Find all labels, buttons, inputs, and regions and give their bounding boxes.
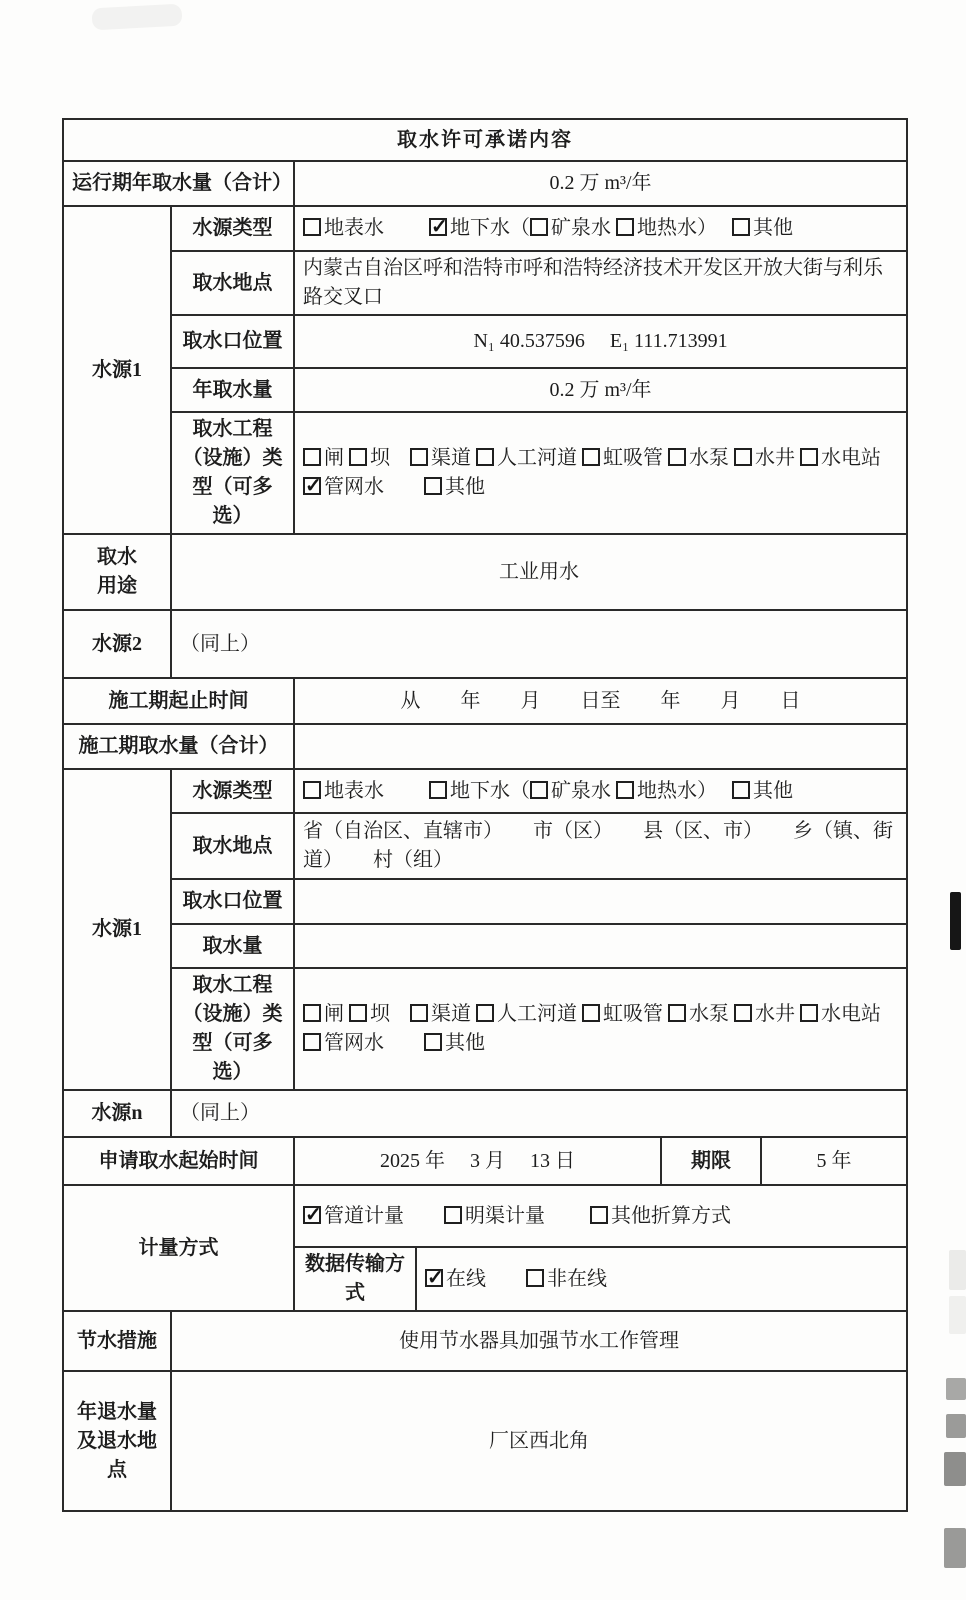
source2-label: 水源2 (63, 610, 171, 678)
checkbox-unchecked[interactable] (349, 447, 390, 469)
checkbox-unchecked[interactable] (668, 1003, 729, 1025)
source2-value: （同上） (171, 610, 907, 678)
source1b-location-value: 省（自治区、直辖市） 市（区） 县（区、市） 乡（镇、街道） 村（组） (294, 813, 907, 879)
checkbox-unchecked[interactable] (732, 780, 793, 802)
checkbox-icon (476, 448, 494, 466)
checkbox-icon (303, 448, 321, 466)
checkbox-label: 其他 (445, 1032, 485, 1054)
checkbox-unchecked[interactable] (734, 1003, 795, 1025)
table-row (63, 1185, 907, 1247)
checkbox-icon (734, 448, 752, 466)
checkbox-icon (476, 1004, 494, 1022)
source1-intake-pos-label: 取水口位置 (171, 315, 294, 368)
checkbox-label: 其他 (753, 779, 793, 802)
source1b-intake-pos-value (294, 879, 907, 924)
spacer (404, 1205, 444, 1227)
checkbox-label: 地热水） (637, 217, 707, 239)
checkbox-unchecked[interactable] (616, 780, 707, 802)
permit-commitment-table (62, 118, 908, 1512)
checkbox-unchecked[interactable] (476, 447, 577, 469)
checkbox-icon (800, 1004, 818, 1022)
checkbox-unchecked[interactable] (410, 447, 471, 469)
scan-edge-mark-artifact (949, 1250, 966, 1290)
table-row (63, 924, 907, 968)
checkbox-unchecked[interactable] (349, 1003, 390, 1025)
start-time-value: 2025 年 3 月 13 日 (294, 1137, 661, 1185)
table-row (63, 610, 907, 678)
checkbox-label: 地热水） (637, 779, 707, 802)
scan-edge-mark-artifact (944, 1528, 966, 1568)
checkbox-label: 水电站 (821, 1003, 881, 1025)
checkbox-icon (424, 477, 442, 495)
checkbox-label: 其他 (753, 217, 793, 239)
checkbox-label: 闸 (324, 447, 344, 469)
checkbox-label: 人工河道 (497, 447, 577, 469)
checkbox-label: 地表水 (324, 217, 384, 239)
checkbox-unchecked[interactable] (424, 1032, 485, 1054)
metering-label: 计量方式 (63, 1185, 294, 1311)
checkbox-unchecked[interactable] (590, 1205, 731, 1227)
checkbox-label: 地下水（ (450, 779, 530, 802)
checkbox-icon (444, 1206, 462, 1224)
term-value: 5 年 (761, 1137, 907, 1185)
checkbox-icon (424, 1033, 442, 1051)
checkbox-label: 虹吸管 (603, 1003, 663, 1025)
checkbox-label: 其他 (445, 476, 485, 498)
checkbox-unchecked[interactable] (424, 476, 485, 498)
table-row (63, 161, 907, 206)
checkbox-unchecked[interactable] (734, 447, 795, 469)
checkbox-unchecked[interactable] (526, 1268, 607, 1290)
checkbox-icon (734, 1004, 752, 1022)
checkbox-unchecked[interactable] (530, 780, 611, 802)
spacer (545, 1205, 590, 1227)
table-row (63, 813, 907, 879)
table-row (63, 678, 907, 724)
metering-options (294, 1185, 907, 1247)
source1b-location-label: 取水地点 (171, 813, 294, 879)
checkbox-checked[interactable] (303, 476, 384, 498)
construction-period-value: 从 年 月 日至 年 月 日 (294, 678, 907, 724)
checkbox-label: 闸 (324, 1003, 344, 1025)
checkbox-icon (349, 448, 367, 466)
checkbox-unchecked[interactable] (303, 217, 384, 239)
usage-value: 工业用水 (171, 534, 907, 610)
spacer (390, 1003, 410, 1025)
source1-annual-value: 0.2 万 m³/年 (294, 368, 907, 412)
checkbox-icon (582, 448, 600, 466)
checkbox-icon (668, 1004, 686, 1022)
checkbox-label: 水井 (755, 447, 795, 469)
checkbox-label: 水电站 (821, 447, 881, 469)
checkbox-unchecked[interactable] (530, 217, 611, 239)
source1b-project-options (294, 968, 907, 1090)
source1-type-label: 水源类型 (171, 206, 294, 251)
source1-project-options (294, 412, 907, 534)
scan-smudge-artifact (91, 4, 182, 31)
term-label: 期限 (661, 1137, 761, 1185)
drainage-value: 厂区西北角 (171, 1371, 907, 1511)
construction-total-label: 施工期取水量（合计） (63, 724, 294, 769)
sourcen-label: 水源n (63, 1090, 171, 1137)
checkbox-unchecked[interactable] (303, 1003, 344, 1025)
spacer (384, 476, 424, 498)
annual-total-label: 运行期年取水量（合计） (63, 161, 294, 206)
water-saving-label: 节水措施 (63, 1311, 171, 1371)
scan-edge-mark-artifact (950, 892, 961, 950)
checkbox-label: 管道计量 (324, 1204, 404, 1227)
start-time-label: 申请取水起始时间 (63, 1137, 294, 1185)
source1b-label: 水源1 (63, 769, 171, 1090)
checkbox-unchecked[interactable] (444, 1205, 545, 1227)
form-title: 取水许可承诺内容 (63, 119, 907, 161)
source1b-amount-value (294, 924, 907, 968)
scan-edge-mark-artifact (944, 1452, 966, 1486)
checkbox-unchecked[interactable] (732, 217, 793, 239)
table-row (63, 724, 907, 769)
water-saving-value: 使用节水器具加强节水工作管理 (171, 1311, 907, 1371)
checkbox-label: 明渠计量 (465, 1204, 545, 1227)
spacer (390, 447, 410, 469)
checkbox-icon (732, 218, 750, 236)
spacer (384, 1032, 424, 1054)
table-row (63, 968, 907, 1090)
checkbox-icon (616, 218, 634, 236)
checkbox-icon (668, 448, 686, 466)
scan-edge-mark-artifact (946, 1414, 966, 1438)
table-row (63, 1137, 907, 1185)
checkbox-unchecked[interactable] (410, 1003, 471, 1025)
checkbox-label: 水泵 (689, 447, 729, 469)
checkbox-label: 管网水 (324, 1032, 384, 1054)
checkbox-unchecked[interactable] (800, 1003, 881, 1025)
checkbox-label: 水泵 (689, 1003, 729, 1025)
checkbox-icon (800, 448, 818, 466)
spacer (384, 780, 429, 802)
checkbox-checked[interactable] (303, 1205, 404, 1227)
checkbox-unchecked[interactable] (303, 780, 384, 802)
checkbox-icon (410, 1004, 428, 1022)
spacer (707, 217, 732, 239)
source1b-intake-pos-label: 取水口位置 (171, 879, 294, 924)
checkbox-icon (303, 781, 321, 799)
checkbox-unchecked[interactable] (668, 447, 729, 469)
table-row (63, 412, 907, 534)
checkbox-checked[interactable] (425, 1268, 486, 1290)
table-row (63, 368, 907, 412)
checkbox-label: 虹吸管 (603, 447, 663, 469)
checkbox-label: 坝 (370, 1003, 390, 1025)
checkbox-icon (303, 1033, 321, 1051)
checkbox-icon (582, 1004, 600, 1022)
checkbox-icon (410, 448, 428, 466)
checkbox-icon (349, 1004, 367, 1022)
checkbox-unchecked[interactable] (800, 447, 881, 469)
table-row (63, 1311, 907, 1371)
construction-period-label: 施工期起止时间 (63, 678, 294, 724)
checkbox-label: 矿泉水 (551, 217, 611, 239)
drainage-label: 年退水量及退水地点 (63, 1371, 171, 1511)
checkbox-icon (732, 781, 750, 799)
source1-location-value: 内蒙古自治区呼和浩特市呼和浩特经济技术开发区开放大街与利乐路交叉口 (294, 251, 907, 315)
source1b-project-label: 取水工程（设施）类型（可多选） (171, 968, 294, 1090)
source1b-type-label: 水源类型 (171, 769, 294, 813)
sourcen-value: （同上） (171, 1090, 907, 1137)
source1-type-options (294, 206, 907, 251)
transfer-options (416, 1247, 907, 1311)
checkbox-label: 矿泉水 (551, 779, 611, 802)
checkbox-label: 坝 (370, 447, 390, 469)
checkbox-icon (429, 781, 447, 799)
checkbox-icon (526, 1269, 544, 1287)
checkbox-label: 渠道 (431, 447, 471, 469)
checkbox-label: 非在线 (547, 1267, 607, 1290)
source1-location-label: 取水地点 (171, 251, 294, 315)
checkbox-unchecked[interactable] (429, 780, 530, 802)
table-row (63, 534, 907, 610)
checkbox-label: 水井 (755, 1003, 795, 1025)
table-row (63, 1090, 907, 1137)
checkbox-icon (590, 1206, 608, 1224)
checkbox-icon (530, 781, 548, 799)
table-row (63, 206, 907, 251)
table-row (63, 1371, 907, 1511)
usage-label: 取水用途 (63, 534, 171, 610)
source1b-amount-label: 取水量 (171, 924, 294, 968)
checkbox-unchecked[interactable] (303, 1032, 384, 1054)
construction-total-value (294, 724, 907, 769)
source1-project-label: 取水工程（设施）类型（可多选） (171, 412, 294, 534)
checkbox-icon (303, 1206, 321, 1224)
table-row (63, 119, 907, 161)
checkbox-icon (530, 218, 548, 236)
table-row (63, 251, 907, 315)
checkbox-unchecked[interactable] (582, 447, 663, 469)
scan-edge-mark-artifact (949, 1296, 966, 1334)
checkbox-icon (303, 477, 321, 495)
spacer (707, 780, 732, 802)
checkbox-label: 其他折算方式 (611, 1204, 731, 1227)
table-row (63, 315, 907, 368)
checkbox-icon (303, 1004, 321, 1022)
checkbox-unchecked[interactable] (616, 217, 707, 239)
checkbox-icon (429, 218, 447, 236)
checkbox-label: 管网水 (324, 476, 384, 498)
source1b-type-options (294, 769, 907, 813)
spacer (384, 217, 429, 239)
checkbox-label: 地表水 (324, 779, 384, 802)
checkbox-icon (303, 218, 321, 236)
checkbox-icon (616, 781, 634, 799)
annual-total-value: 0.2 万 m³/年 (294, 161, 907, 206)
spacer (486, 1268, 526, 1290)
checkbox-checked[interactable] (429, 217, 530, 239)
checkbox-unchecked[interactable] (476, 1003, 577, 1025)
checkbox-label: 在线 (446, 1267, 486, 1290)
checkbox-icon (425, 1269, 443, 1287)
checkbox-label: 地下水（ (450, 217, 530, 239)
checkbox-label: 人工河道 (497, 1003, 577, 1025)
source1-intake-pos-value: N₁ 40.537596 E₁ 111.713991 (294, 315, 907, 368)
table-row (63, 769, 907, 813)
scan-edge-mark-artifact (946, 1378, 966, 1400)
source1-label: 水源1 (63, 206, 171, 534)
checkbox-unchecked[interactable] (303, 447, 344, 469)
transfer-label: 数据传输方式 (294, 1247, 416, 1311)
checkbox-label: 渠道 (431, 1003, 471, 1025)
source1-annual-label: 年取水量 (171, 368, 294, 412)
checkbox-unchecked[interactable] (582, 1003, 663, 1025)
table-row (63, 879, 907, 924)
